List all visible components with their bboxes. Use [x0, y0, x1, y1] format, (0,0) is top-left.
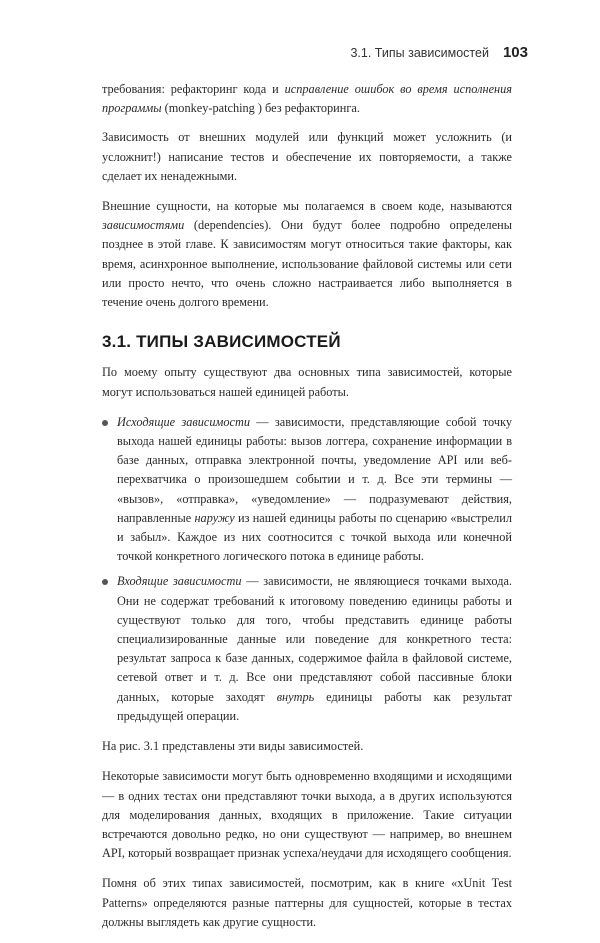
emphasis-inward: внутрь [276, 689, 315, 704]
paragraph-monkey-patching: требования: рефакторинг кода и исправление ошибок во время исполнения программы (monkey-patching ) без рефакторинга. [102, 82, 512, 116]
bullet-icon [102, 579, 108, 585]
list-item-outgoing: Исходящие зависимости — зависимости, представляющие собой точку выхода нашей единицы работы: вызов логгера, сохранение информации в базе данных, отправка электронной почты, уведомление API или веб-перехватчика о произошедшем событии и т. д. Все эти термины — «вызов», «отправка», «уведомление» — подразумевают действия, направленные наружу из нашей единицы работы по сценарию «выстрелил и забыл». Каждое из них соотносится с точкой выхода или конечной точкой конкретного логического потока в единице работы. [102, 413, 512, 567]
emphasis-dependencies: зависимостями [102, 218, 185, 233]
term-incoming: Входящие зависимости [117, 574, 242, 589]
page-header [350, 44, 528, 61]
paragraph-figure-reference: На рис. 3.1 представлены эти виды зависимостей. [102, 739, 364, 754]
running-title: 3.1. Типы зависимостей [350, 46, 489, 60]
emphasis-outward: наружу [194, 510, 235, 525]
term-outgoing: Исходящие зависимости [117, 414, 250, 429]
page-body [102, 80, 512, 943]
section-title: 3.1. ТИПЫ ЗАВИСИМОСТЕЙ [102, 332, 341, 352]
paragraph-both-directions: Некоторые зависимости могут быть одновременно входящими и исходящими — в одних тестах они представляют точки выхода, а в других используются для моделирования данных, входящих в приложение. Такие ситуации встречаются довольно редко, но они существуют — например, во внешнем API, который возвращает признак успеха/неудачи для исходящего сообщения. [102, 769, 512, 861]
paragraph-section-intro: По моему опыту существуют два основных типа зависимостей, которые могут использоваться нашей единицей работы. [102, 365, 512, 399]
list-item-incoming: Входящие зависимости — зависимости, не являющиеся точками выхода. Они не содержат требований к итоговому поведению единицы работы и существуют только для того, чтобы представить единице работы специализированные данные или поведение для конкретного теста: результат запроса к базе данных, содержимое файла в файловой системе, сетевой ответ и т. д. Все они представляют собой пассивные блоки данных, которые заходят внутрь единицы работы как результат предыдущей операции. [102, 572, 512, 726]
dependency-types-list [102, 413, 512, 726]
paragraph-external-modules: Зависимость от внешних модулей или функций может усложнить (и усложнит!) написание тестов и обеспечение их повторяемости, а также сделает их ненадежными. [102, 130, 512, 183]
paragraph-dependencies-definition: Внешние сущности, на которые мы полагаемся в своем коде, называются зависимостями (dependencies). Они будут более подробно определены позднее в этой главе. К зависимостям могут относиться такие факторы, как время, асинхронное выполнение, использование файловой системы или сети или просто нечто, что очень сложно настраивается либо выполняется в течение очень долгого времени. [102, 199, 512, 310]
bullet-icon [102, 420, 108, 426]
emphasis-runtime-fix: исправление ошибок во время исполнения программы [102, 82, 512, 116]
page-number: 103 [502, 44, 528, 61]
paragraph-xunit-patterns: Помня об этих типах зависимостей, посмотрим, как в книге «xUnit Test Patterns» определяются разные паттерны для сущностей, которые в тестах должны выглядеть как другие сущности. [102, 876, 512, 929]
